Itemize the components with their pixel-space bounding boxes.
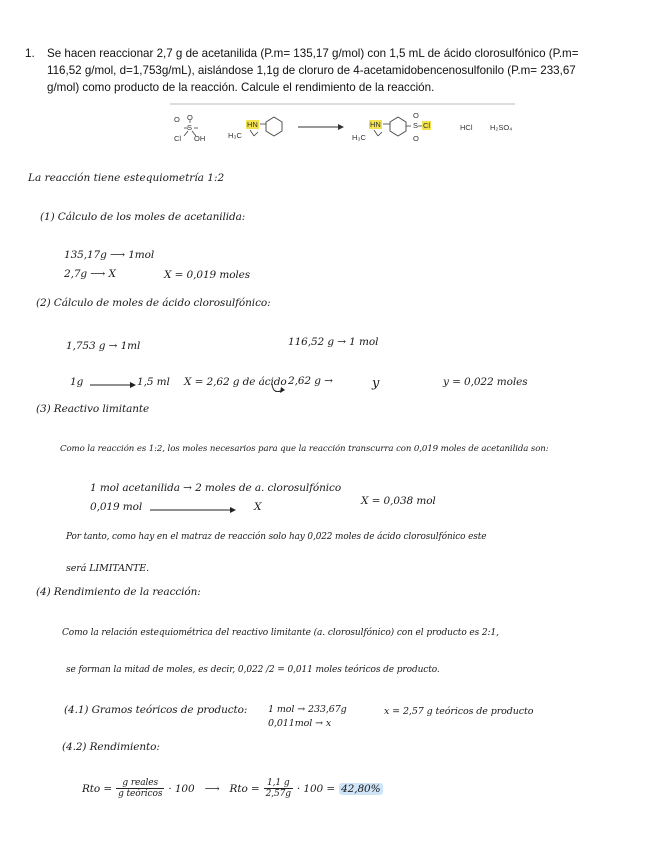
step3-line-b-left: 0,019 mol [90, 501, 143, 513]
chem-h3c-reactant: H₃C [228, 131, 242, 140]
step3-conclusion-1: Por tanto, como hay en el matraz de reacción solo hay 0,022 moles de ácido clorosulfónico este [66, 532, 487, 542]
step4-text-2: se forman la mitad de moles, es decir, 0,022 /2 = 0,011 moles teóricos de producto. [66, 665, 440, 675]
times-100: · 100 [168, 782, 195, 795]
problem-line-1: Se hacen reaccionar 2,7 g de acetanilida (P.m= 135,17 g/mol) con 1,5 mL de ácido clorosulfónico (P.m= [47, 47, 579, 60]
fraction-general [116, 778, 164, 799]
step2-arrow-1 [90, 380, 136, 390]
step2-result-2: y = 0,022 moles [443, 376, 528, 388]
chem-s: S [187, 123, 193, 132]
final-yield: 42,80% [341, 782, 381, 795]
chem-o-left: O [187, 113, 193, 122]
step41-line-b: 0,011mol → x [268, 718, 332, 729]
problem-line-3: g/mol) como producto de la reacción. Calcule el rendimiento de la reacción. [47, 81, 435, 94]
step2-line-d-var: y [372, 376, 380, 391]
chem-hn-reactant: HN [247, 120, 258, 129]
chem-s-product: S [413, 121, 419, 130]
chem-h2so4: H₂SO₄ [490, 123, 513, 132]
rto-label-2: Rto = [229, 782, 260, 795]
chem-hn-product: HN [370, 120, 381, 129]
problem-line-2: 116,52 g/mol, d=1,753g/mL), aislándose 1,1g de cloruro de 4-acetamidobencenosulfonilo (P.m= 233,67 [47, 64, 576, 77]
yield-formula [82, 778, 383, 799]
step3-text: Como la reacción es 1:2, los moles necesarios para que la reacción transcurra con 0,019 moles de acetanilida son: [60, 444, 549, 454]
chem-o-bottom-product: O [413, 134, 419, 143]
chem-o-top: O [174, 115, 180, 124]
step41-line-a: 1 mol → 233,67g [268, 704, 347, 715]
stoichiometry-note: La reacción tiene estequiometría 1:2 [28, 172, 225, 184]
step3-conclusion-2: será LIMITANTE. [66, 563, 150, 574]
fraction-values-num: 1,1 g [264, 778, 293, 789]
step3-title: (3) Reactivo limitante [36, 403, 150, 415]
chem-cl-product: Cl [423, 121, 431, 130]
step41-result: x = 2,57 g teóricos de producto [384, 706, 534, 717]
chem-h3c-product: H₃C [352, 133, 366, 142]
fraction-general-num: g reales [116, 778, 164, 789]
chem-hcl: HCl [460, 123, 473, 132]
implies-arrow: ⟶ [204, 782, 220, 795]
chem-o-top-product: O [413, 111, 419, 120]
rto-label: Rto = [82, 782, 113, 795]
step1-line-b: 2,7g ⟶ X [64, 268, 116, 280]
reaction-scheme [170, 103, 515, 153]
problem-number: 1. [25, 47, 35, 60]
curved-arrow-icon [270, 382, 286, 398]
fraction-values-den: 2,57g [265, 789, 291, 799]
step4-text-1: Como la relación estequiométrica del reactivo limitante (a. clorosulfónico) con el producto es 2:1, [62, 628, 499, 638]
step2-line-a: 1,753 g → 1ml [66, 340, 141, 352]
step42-title: (4.2) Rendimiento: [62, 741, 160, 753]
chem-oh: OH [194, 134, 206, 143]
step3-result: X = 0,038 mol [361, 495, 436, 507]
step1-result: X = 0,019 moles [164, 269, 251, 281]
step3-arrow [150, 505, 236, 515]
step41-title: (4.1) Gramos teóricos de producto: [64, 704, 248, 716]
step3-line-a: 1 mol acetanilida → 2 moles de a. clorosulfónico [90, 482, 342, 494]
step2-line-d: 2,62 g → [288, 375, 333, 387]
fraction-values [264, 778, 293, 799]
step1-line-a: 135,17g ⟶ 1mol [64, 249, 155, 261]
times-100-eq: · 100 = [296, 782, 336, 795]
step2-line-b-right: 1,5 ml [137, 376, 170, 388]
step4-title: (4) Rendimiento de la reacción: [36, 586, 201, 598]
step2-line-c: 116,52 g → 1 mol [288, 336, 379, 348]
fraction-general-den: g teóricos [118, 789, 163, 799]
step1-title: (1) Cálculo de los moles de acetanilida: [40, 211, 246, 223]
step2-result-1: X = 2,62 g de ácido [184, 376, 287, 388]
step2-title: (2) Cálculo de moles de ácido clorosulfónico: [36, 297, 271, 309]
step2-line-b-left: 1g [70, 376, 84, 388]
chem-cl: Cl [174, 134, 182, 143]
step3-line-b-right: X [254, 501, 262, 513]
